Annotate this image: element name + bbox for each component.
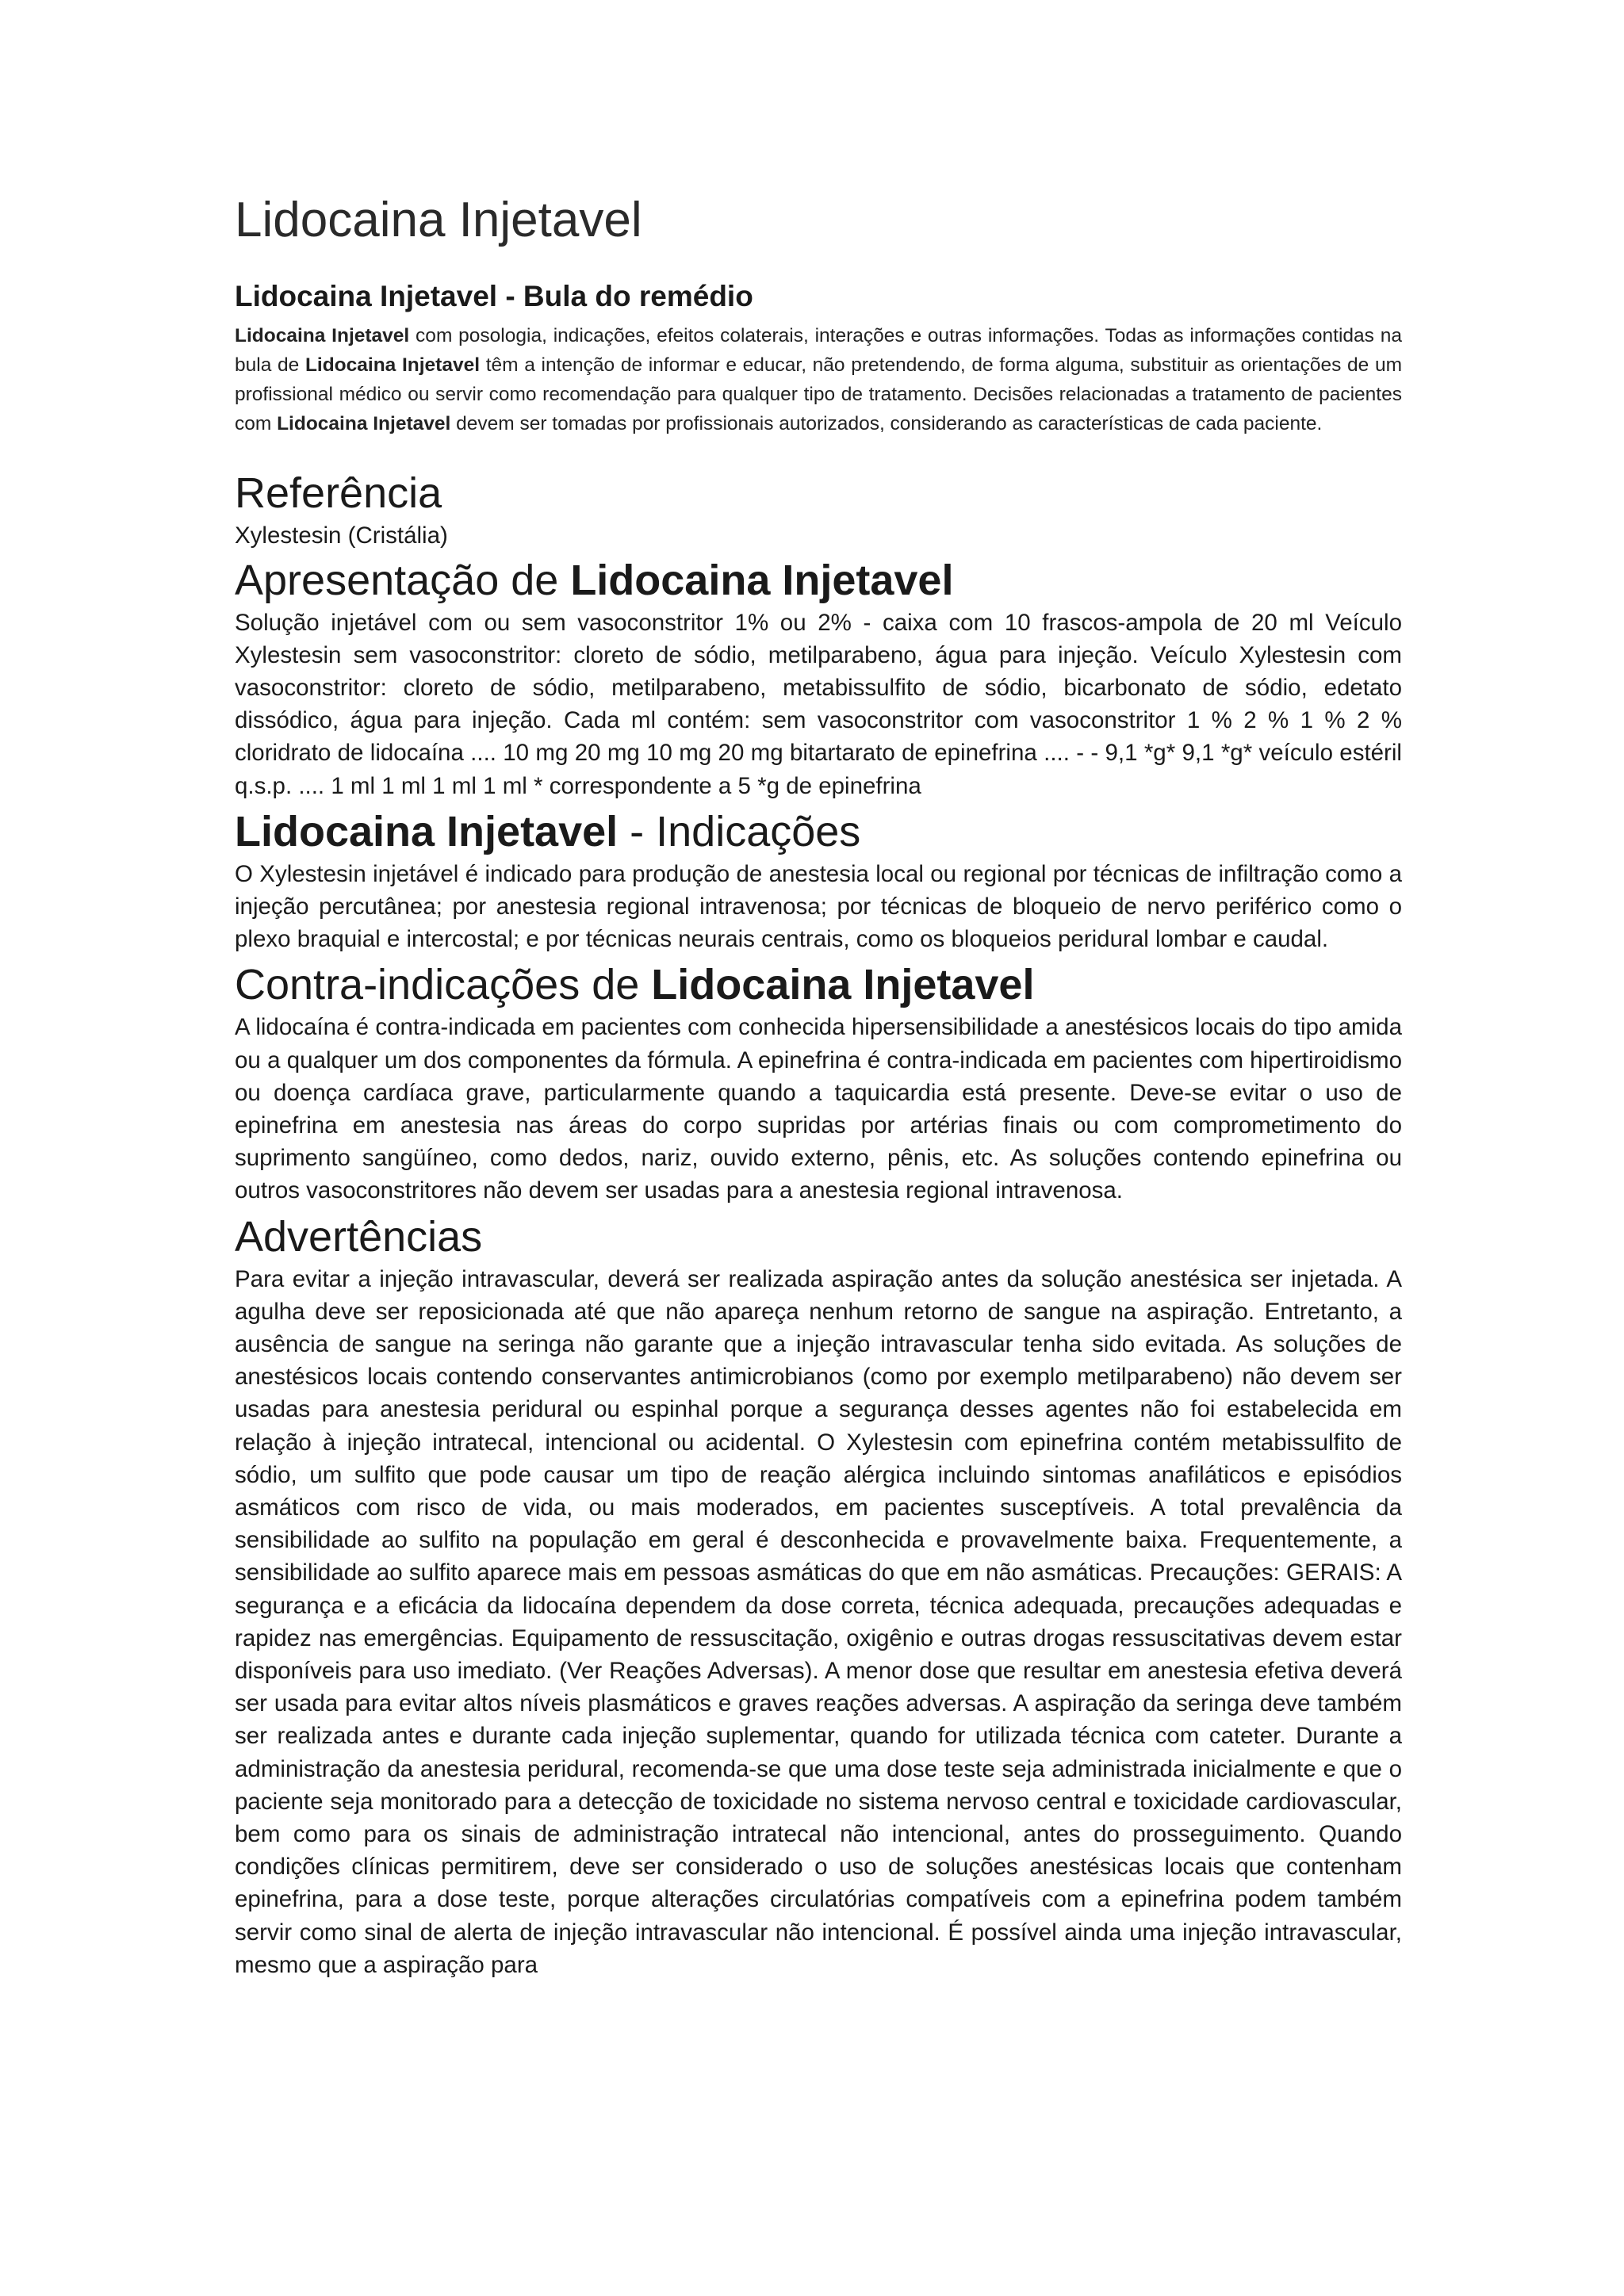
- intro-bold-drug-name: Lidocaina Injetavel: [235, 324, 410, 346]
- heading-suffix: - Indicações: [618, 807, 861, 855]
- section-advertencias: [235, 1211, 1402, 1981]
- section-referencia: [235, 467, 1402, 553]
- heading-drug-name: Lidocaina Injetavel: [570, 556, 954, 604]
- intro-bold-drug-name: Lidocaina Injetavel: [304, 354, 481, 376]
- section-indicacoes: [235, 806, 1402, 956]
- section-contraindicacoes: [235, 959, 1402, 1207]
- intro-bold-drug-name: Lidocaina Injetavel: [277, 412, 451, 434]
- heading-prefix: Apresentação de: [235, 556, 571, 604]
- intro-text: devem ser tomadas por profissionais autorizados, considerando as características de cada paciente.: [450, 412, 1323, 434]
- section-text: O Xylestesin injetável é indicado para produção de anestesia local ou regional por técnicas de infiltração como a injeção percutânea; por anestesia regional intravenosa; por técnicas de bloqueio de nervo periférico como o plexo braquial e intercostal; e por técnicas neurais centrais, como os bloqueios peridural lombar e caudal.: [235, 860, 1402, 953]
- heading-drug-name: Lidocaina Injetavel: [651, 961, 1035, 1009]
- section-text: Xylestesin (Cristália): [235, 522, 448, 549]
- intro-text: têm a intenção de informar e educar, não pretendendo, de forma alguma, substituir as orientações de um profissional médico ou servir como recomendação para qualquer tipo de tratamento. Decisões relacionadas a tratamento de pacientes com: [235, 354, 1402, 434]
- heading-prefix: Contra-indicações de: [235, 961, 652, 1009]
- intro-text: com posologia, indicações, efeitos colaterais, interações e outras informações. Todas as informações contidas na bula de: [235, 324, 1402, 376]
- document-title: Lidocaina Injetavel: [235, 193, 642, 247]
- document-subtitle: Lidocaina Injetavel - Bula do remédio: [235, 280, 753, 313]
- section-heading: [235, 806, 1402, 858]
- section-apresentacao: [235, 554, 1402, 802]
- section-heading: Referência: [235, 469, 442, 517]
- section-text: Solução injetável com ou sem vasoconstritor 1% ou 2% - caixa com 10 frascos-ampola de 20 ml Veículo Xylestesin sem vasoconstritor: cloreto de sódio, metilparabeno, água para injeção. Veículo Xylestesin com vasoconstritor: cloreto de sódio, metilparabeno, metabissulfito de sódio, bicarbonato de sódio, edetato dissódico, água para injeção. Cada ml contém: sem vasoconstritor com vasoconstritor 1 % 2 % 1 % 2 % cloridrato de lidocaína .... 10 mg 20 mg 10 mg 20 mg bitartarato de epinefrina .... - - 9,1 *g* 9,1 *g* veículo estéril q.s.p. .... 1 ml 1 ml 1 ml 1 ml * correspondente a 5 *g de epinefrina: [235, 609, 1402, 799]
- intro-paragraph: [235, 321, 1402, 438]
- section-heading: Advertências: [235, 1212, 483, 1261]
- section-text: A lidocaína é contra-indicada em pacientes com conhecida hipersensibilidade a anestésicos locais do tipo amida ou a qualquer um dos componentes da fórmula. A epinefrina é contra-indicada em pacientes com hipertiroidismo ou doença cardíaca grave, particularmente quando a taquicardia está presente. Deve-se evitar o uso de epinefrina em anestesia nas áreas do corpo supridas por artérias finais ou com comprometimento do suprimento sangüíneo, como dedos, nariz, ouvido externo, pênis, etc. As soluções contendo epinefrina ou outros vasoconstritores não devem ser usadas para a anestesia regional intravenosa.: [235, 1014, 1402, 1204]
- section-heading: [235, 554, 1402, 607]
- heading-drug-name: Lidocaina Injetavel: [235, 807, 619, 855]
- section-text: Para evitar a injeção intravascular, deverá ser realizada aspiração antes da solução anestésica ser injetada. A agulha deve ser reposicionada até que não apareça nenhum retorno de sangue na aspiração. Entretanto, a ausência de sangue na seringa não garante que a injeção intravascular tenha sido evitada. As soluções de anestésicos locais contendo conservantes antimicrobianos (como por exemplo metilparabeno) não devem ser usadas para anestesia peridural ou espinhal porque a segurança desses agentes não foi estabelecida em relação à injeção intratecal, intencional ou acidental. O Xylestesin com epinefrina contém metabissulfito de sódio, um sulfito que pode causar um tipo de reação alérgica incluindo sintomas anafiláticos e episódios asmáticos com risco de vida, ou mais moderados, em pacientes susceptíveis. A total prevalência da sensibilidade ao sulfito na população em geral é desconhecida e provavelmente baixa. Frequentemente, a sensibilidade ao sulfito aparece mais em pessoas asmáticas do que em não asmáticas. Precauções: GERAIS: A segurança e a eficácia da lidocaína dependem da dose correta, técnica adequada, precauções adequadas e rapidez nas emergências. Equipamento de ressuscitação, oxigênio e outras drogas ressuscitativas devem estar disponíveis para uso imediato. (Ver Reações Adversas). A menor dose que resultar em anestesia efetiva deverá ser usada para evitar altos níveis plasmáticos e graves reações adversas. A aspiração da seringa deve também ser realizada antes e durante cada injeção suplementar, quando for utilizada técnica com cateter. Durante a administração da anestesia peridural, recomenda-se que uma dose teste seja administrada inicialmente e que o paciente seja monitorado para a detecção de toxicidade no sistema nervoso central e toxicidade cardiovascular, bem como para os sinais de administração intratecal não intencional, antes do prosseguimento. Quando condições clínicas permitirem, deve ser considerado o uso de soluções anestésicas locais que contenham epinefrina, para a dose teste, porque alterações circulatórias compatíveis com a epinefrina podem também servir como sinal de alerta de injeção intravascular não intencional. É possível ainda uma injeção intravascular, mesmo que a aspiração para: [235, 1265, 1402, 1978]
- section-heading: [235, 959, 1402, 1011]
